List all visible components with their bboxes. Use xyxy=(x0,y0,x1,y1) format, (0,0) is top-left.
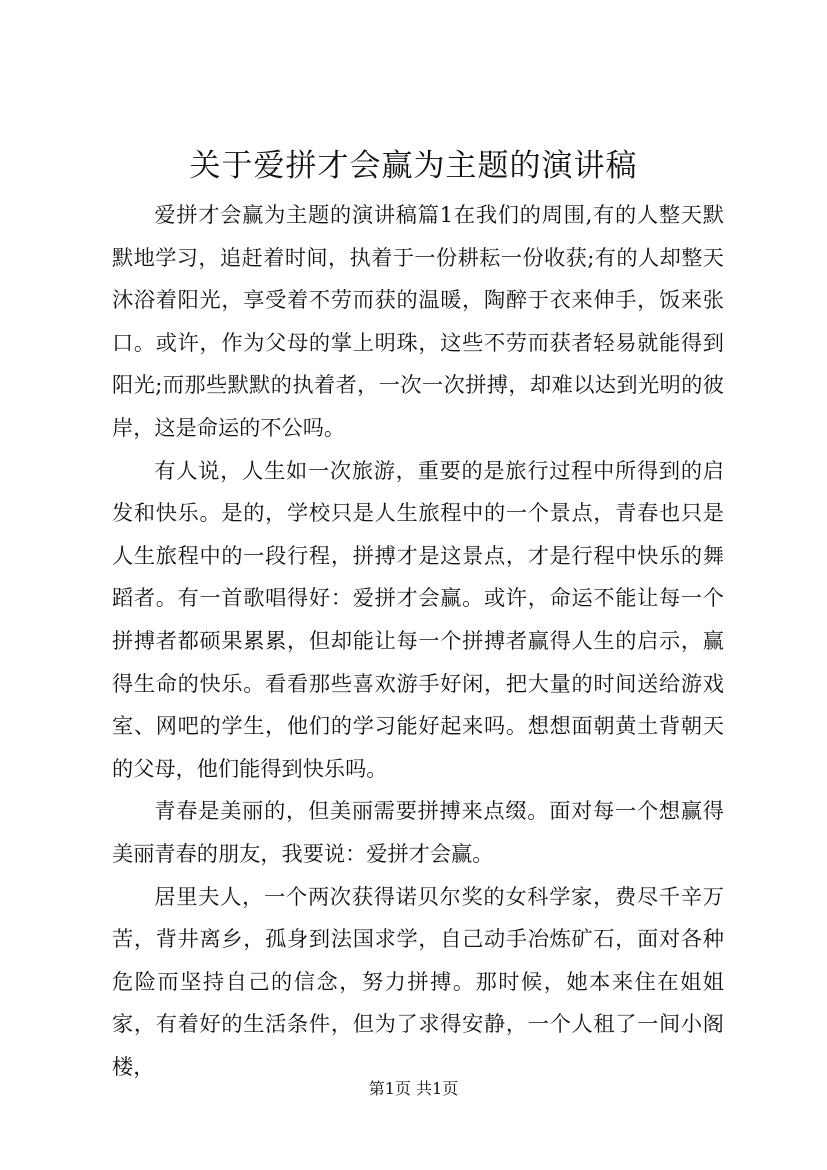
paragraph: 爱拼才会赢为主题的演讲稿篇1在我们的周围,有的人整天默默地学习，追赶着时间，执着于一份耕耘一份收获;有的人却整天沐浴着阳光，享受着不劳而获的温暖，陶醉于衣来伸手，饭来张口。或许，作为父母的掌上明珠，这些不劳而获者轻易就能得到阳光;而那些默默的执着者，一次一次拼搏，却难以达到光明的彼岸，这是命运的不公吗。 xyxy=(112,202,724,440)
paragraph: 有人说，人生如一次旅游，重要的是旅行过程中所得到的启发和快乐。是的，学校只是人生旅程中的一个景点，青春也只是人生旅程中的一段行程，拼搏才是这景点，才是行程中快乐的舞蹈者。有一首歌唱得好：爱拼才会赢。或许，命运不能让每一个拼搏者都硕果累累，但却能让每一个拼搏者赢得人生的启示，赢得生命的快乐。看看那些喜欢游手好闲，把大量的时间送给游戏室、网吧的学生，他们的学习能好起来吗。想想面朝黄土背朝天的父母，他们能得到快乐吗。 xyxy=(112,457,724,781)
paragraph: 居里夫人，一个两次获得诺贝尔奖的女科学家，费尽千辛万苦，背井离乡，孤身到法国求学，自己动手冶炼矿石，面对各种危险而坚持自己的信念，努力拼搏。那时候，她本来住在姐姐家，有着好的生活条件，但为了求得安静，一个人租了一间小阁楼， xyxy=(112,883,724,1079)
document-body xyxy=(112,194,724,1088)
paragraph: 青春是美丽的，但美丽需要拼搏来点缀。面对每一个想赢得美丽青春的朋友，我要说：爱拼才会赢。 xyxy=(112,798,724,866)
document-title: 关于爱拼才会赢为主题的演讲稿 xyxy=(189,148,638,184)
page-footer: 第1页 共1页 xyxy=(368,1079,459,1098)
